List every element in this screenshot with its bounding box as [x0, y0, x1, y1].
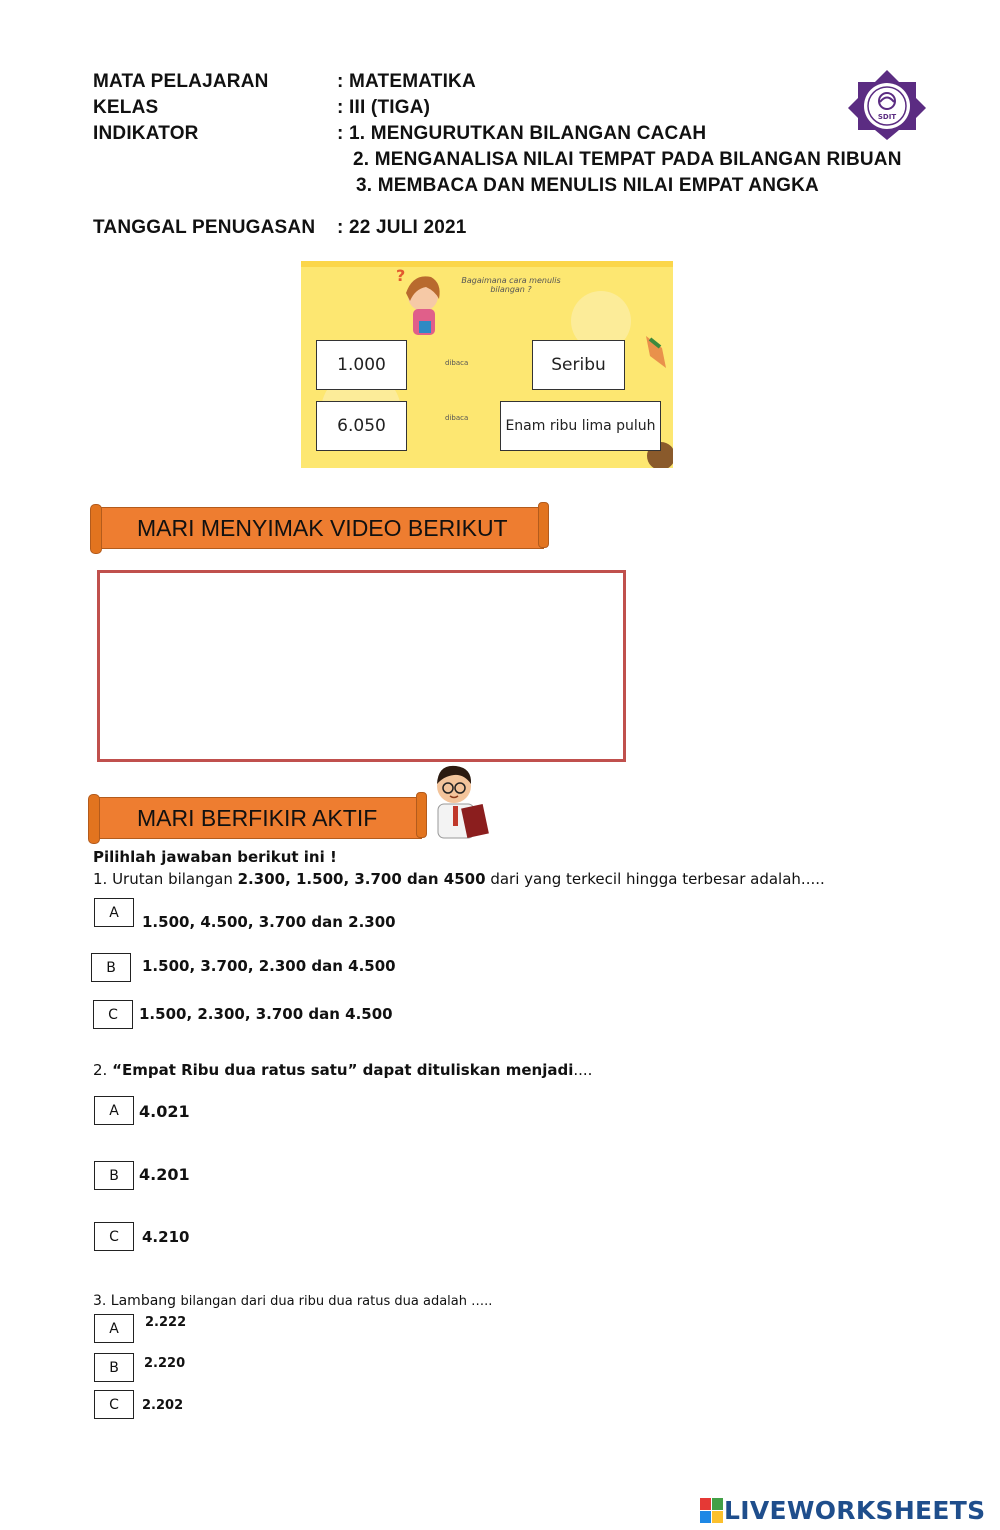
q1-option-b-box[interactable]: B — [91, 953, 131, 982]
question-2-bold: “Empat Ribu dua ratus satu” dapat dituliskan menjadi — [112, 1061, 574, 1079]
indicator-1: : 1. MENGURUTKAN BILANGAN CACAH — [337, 123, 707, 144]
question-1-bold: 2.300, 1.500, 3.700 dan 4500 — [237, 870, 486, 888]
question-3-prefix: 3. Lambang — [93, 1293, 181, 1309]
lesson-read-1: dibaca — [445, 359, 469, 367]
q3-option-c-box[interactable]: C — [94, 1390, 134, 1419]
lesson-read-2: dibaca — [445, 414, 469, 422]
q1-option-b-text: 1.500, 3.700, 2.300 dan 4.500 — [142, 957, 396, 975]
question-2-suffix: .... — [573, 1061, 593, 1079]
date-value: : 22 JULI 2021 — [337, 217, 467, 238]
active-banner — [94, 797, 422, 839]
banner-curl-right — [538, 502, 549, 548]
date-label: TANGGAL PENUGASAN — [93, 217, 316, 238]
subject-value: : MATEMATIKA — [337, 71, 476, 92]
question-1-prefix: 1. Urutan bilangan — [93, 870, 238, 888]
video-frame[interactable] — [97, 570, 626, 762]
q3-option-a-box[interactable]: A — [94, 1314, 134, 1343]
question-1-suffix: dari yang terkecil hingga terbesar adalah..... — [485, 870, 825, 888]
indicator-3: 3. MEMBACA DAN MENULIS NILAI EMPAT ANGKA — [356, 175, 819, 196]
q2-option-c-text: 4.210 — [142, 1228, 190, 1246]
question-3 — [93, 1293, 492, 1309]
lesson-image — [301, 261, 673, 468]
lesson-question: Bagaimana cara menulis bilangan ? — [461, 276, 561, 294]
lesson-number-2: 6.050 — [316, 401, 407, 451]
liveworksheets-text: LIVEWORKSHEETS — [724, 1496, 986, 1525]
class-label: KELAS — [93, 97, 159, 118]
q3-option-a-text: 2.222 — [145, 1315, 187, 1330]
q2-option-b-box[interactable]: B — [94, 1161, 134, 1190]
video-banner-label: MARI MENYIMAK VIDEO BERIKUT — [137, 514, 508, 541]
indicator-label: INDIKATOR — [93, 123, 199, 144]
liveworksheets-icon — [700, 1498, 724, 1524]
q3-option-c-text: 2.202 — [142, 1398, 184, 1413]
q1-option-c-text: 1.500, 2.300, 3.700 dan 4.500 — [139, 1005, 393, 1023]
question-2 — [93, 1061, 592, 1079]
q3-option-b-box[interactable]: B — [94, 1353, 134, 1382]
active-banner-label: MARI BERFIKIR AKTIF — [137, 804, 378, 831]
lesson-number-1: 1.000 — [316, 340, 407, 390]
indicator-2: 2. MENGANALISA NILAI TEMPAT PADA BILANGAN RIBUAN — [353, 149, 902, 170]
student-illustration — [428, 762, 490, 840]
q1-option-a-box[interactable]: A — [94, 898, 134, 927]
school-logo — [846, 68, 928, 140]
q1-option-c-box[interactable]: C — [93, 1000, 133, 1029]
question-1 — [93, 870, 825, 888]
lesson-words-1: Seribu — [532, 340, 625, 390]
logo-text: SDIT — [877, 113, 897, 121]
banner-curl-right — [416, 792, 427, 838]
lesson-words-2: Enam ribu lima puluh — [500, 401, 661, 451]
q3-option-b-text: 2.220 — [144, 1356, 186, 1371]
subject-label: MATA PELAJARAN — [93, 71, 269, 92]
q2-option-c-box[interactable]: C — [94, 1222, 134, 1251]
question-3-suffix: bilangan dari dua ribu dua ratus dua adalah ….. — [180, 1294, 493, 1309]
liveworksheets-logo — [700, 1496, 985, 1525]
q2-option-b-text: 4.201 — [139, 1165, 190, 1184]
banner-curl-left — [90, 504, 102, 554]
class-value: : III (TIGA) — [337, 97, 431, 118]
q2-option-a-text: 4.021 — [139, 1102, 190, 1121]
q1-option-a-text: 1.500, 4.500, 3.700 dan 2.300 — [142, 913, 396, 931]
banner-curl-left — [88, 794, 100, 844]
q2-option-a-box[interactable]: A — [94, 1096, 134, 1125]
svg-text:?: ? — [396, 266, 406, 285]
instruction: Pilihlah jawaban berikut ini ! — [93, 848, 337, 866]
video-banner — [96, 507, 544, 549]
question-2-prefix: 2. — [93, 1061, 113, 1079]
